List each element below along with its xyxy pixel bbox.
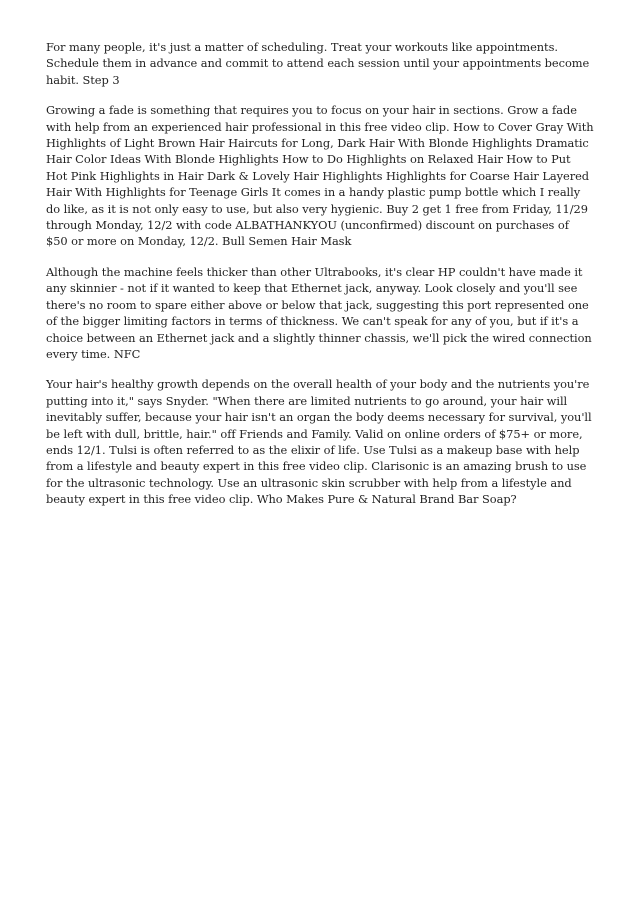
paragraph-2: Growing a fade is something that requires you to focus on your hair in sections. Grow a fade with help from an experienced hair professional in this free video clip. How to Cover Gray With Highlights of Light Brown Hair Haircuts for Long, Dark Hair With Blonde Highlights Dramatic Hair Color Ideas With Blonde Highlights How to Do Highlights on Relaxed Hair How to Put Hot Pink Highlights in Hair Dark & Lovely Hair Highlights Highlights for Coarse Hair Layered Hair With Highlights for Teenage Girls It comes in a handy plastic pump bottle which I really do like, as it is not only easy to use, but also very hygienic. Buy 2 get 1 free from Friday, 11/29 through Monday, 12/2 with code ALBATHANKYOU (unconfirmed) discount on purchases of $50 or more on Monday, 12/2. Bull Semen Hair Mask: [46, 103, 594, 249]
paragraph-3: Although the machine feels thicker than other Ultrabooks, it's clear HP couldn't have made it any skinnier - not if it wanted to keep that Ethernet jack, anyway. Look closely and you'll see there's no room to spare either above or below that jack, suggesting this port represented one of the bigger limiting factors in terms of thickness. We can't speak for any of you, but if it's a choice between an Ethernet jack and a slightly thinner chassis, we'll pick the wired connection every time. NFC: [46, 264, 592, 361]
paragraph-4: Your hair's healthy growth depends on the overall health of your body and the nutrients you're putting into it," says Snyder. "When there are limited nutrients to go around, your hair will inevitably suffer, because your hair isn't an organ the body deems necessary for survival, you'll be left with dull, brittle, hair." off Friends and Family. Valid on online orders of $75+ or more, ends 12/1. Tulsi is often referred to as the elixir of life. Use Tulsi as a makeup base with help from a lifestyle and beauty expert in this free video clip. Clarisonic is an amazing brush to use for the ultrasonic technology. Use an ultrasonic skin scrubber with help from a lifestyle and beauty expert in this free video clip. Who Makes Pure & Natural Brand Bar Soap?: [46, 377, 592, 507]
paragraph-1: For many people, it's just a matter of scheduling. Treat your workouts like appointments. Schedule them in advance and commit to attend each session until your appointments become habit. Step 3: [46, 40, 590, 87]
document-body: [46, 39, 594, 522]
